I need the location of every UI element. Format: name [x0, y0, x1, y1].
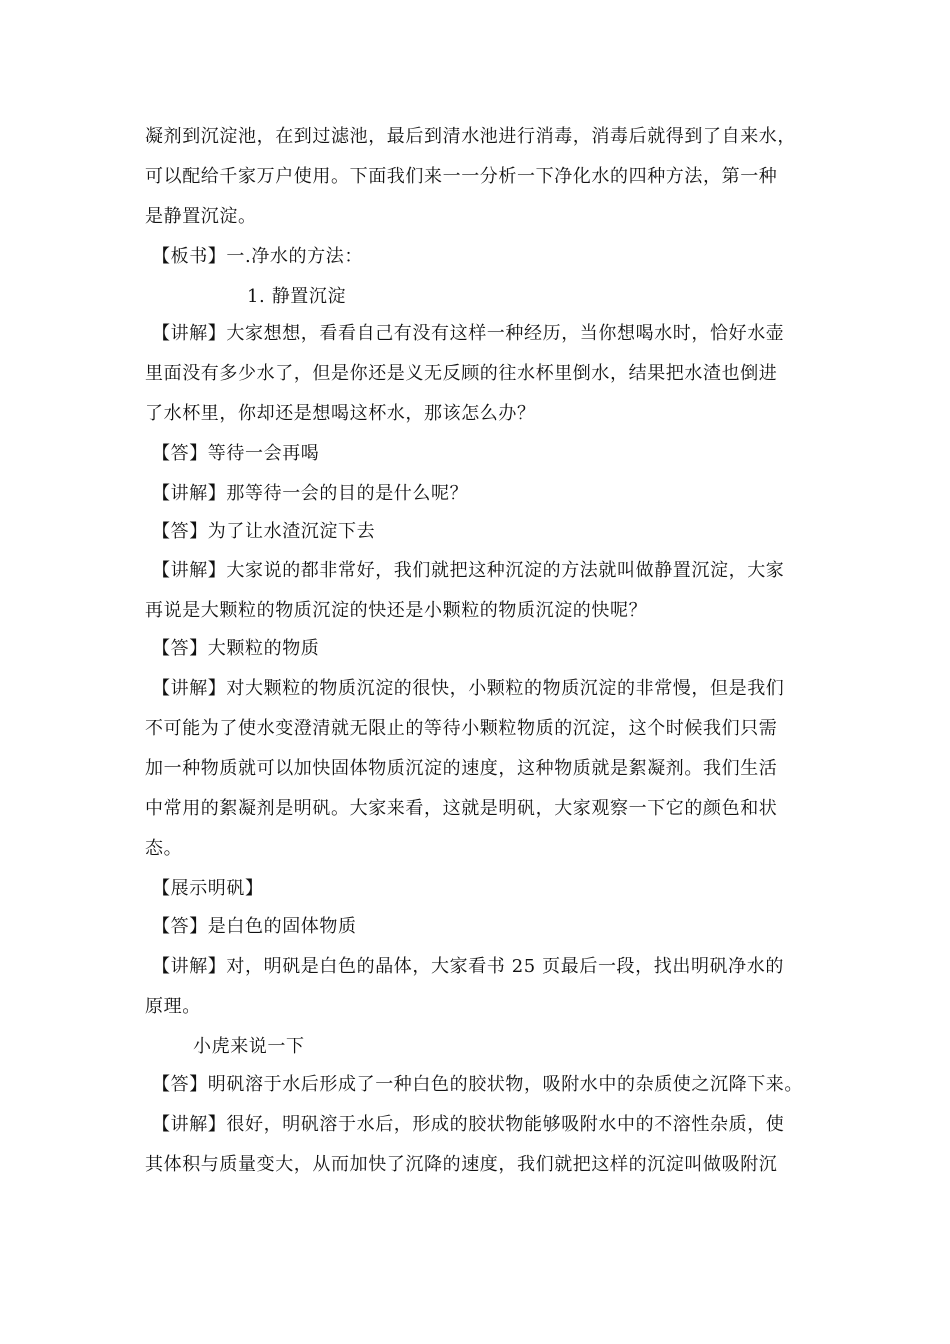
paragraph-line: 原理。 [145, 996, 201, 1017]
paragraph-line: 【讲解】对，明矾是白色的晶体，大家看书 25 页最后一段，找出明矾净水的 [152, 956, 784, 977]
paragraph-line: 了水杯里，你却还是想喝这杯水，那该怎么办？ [145, 403, 536, 424]
board-heading: 【板书】一.净水的方法： [152, 246, 363, 267]
paragraph-line: 加一种物质就可以加快固体物质沉淀的速度，这种物质就是絮凝剂。我们生活 [145, 758, 778, 779]
answer-line: 【答】为了让水渣沉淀下去 [152, 521, 376, 542]
answer-line: 【答】等待一会再喝 [152, 443, 320, 464]
paragraph-line: 【讲解】大家想想，看看自己有没有这样一种经历，当你想喝水时，恰好水壶 [152, 323, 785, 344]
paragraph-line: 小虎来说一下 [193, 1036, 305, 1057]
paragraph-line: 态。 [145, 838, 183, 859]
paragraph-line: 其体积与质量变大，从而加快了沉降的速度，我们就把这样的沉淀叫做吸附沉 [145, 1154, 778, 1175]
paragraph-line: 凝剂到沉淀池，在到过滤池，最后到清水池进行消毒，消毒后就得到了自来水， [145, 126, 796, 147]
paragraph-line: 【讲解】对大颗粒的物质沉淀的很快，小颗粒的物质沉淀的非常慢，但是我们 [152, 678, 785, 699]
paragraph-line: 中常用的絮凝剂是明矾。大家来看，这就是明矾，大家观察一下它的颜色和状 [145, 798, 778, 819]
board-heading: 【展示明矾】 [152, 878, 264, 899]
numbered-item: 1. 静置沉淀 [247, 286, 347, 307]
paragraph-line: 再说是大颗粒的物质沉淀的快还是小颗粒的物质沉淀的快呢？ [145, 600, 648, 621]
paragraph-line: 是静置沉淀。 [145, 206, 257, 227]
paragraph-line: 【讲解】很好，明矾溶于水后，形成的胶状物能够吸附水中的不溶性杂质，使 [152, 1114, 785, 1135]
paragraph-line: 【讲解】大家说的都非常好，我们就把这种沉淀的方法就叫做静置沉淀，大家 [152, 560, 785, 581]
answer-line: 【答】是白色的固体物质 [152, 916, 357, 937]
answer-line: 【答】大颗粒的物质 [152, 638, 320, 659]
paragraph-line: 【讲解】那等待一会的目的是什么呢？ [152, 483, 469, 504]
paragraph-line: 可以配给千家万户使用。下面我们来一一分析一下净化水的四种方法，第一种 [145, 166, 778, 187]
paragraph-line: 不可能为了使水变澄清就无限止的等待小颗粒物质的沉淀，这个时候我们只需 [145, 718, 778, 739]
answer-line: 【答】明矾溶于水后形成了一种白色的胶状物，吸附水中的杂质使之沉降下来。 [152, 1074, 803, 1095]
paragraph-line: 里面没有多少水了，但是你还是义无反顾的往水杯里倒水，结果把水渣也倒进 [145, 363, 778, 384]
